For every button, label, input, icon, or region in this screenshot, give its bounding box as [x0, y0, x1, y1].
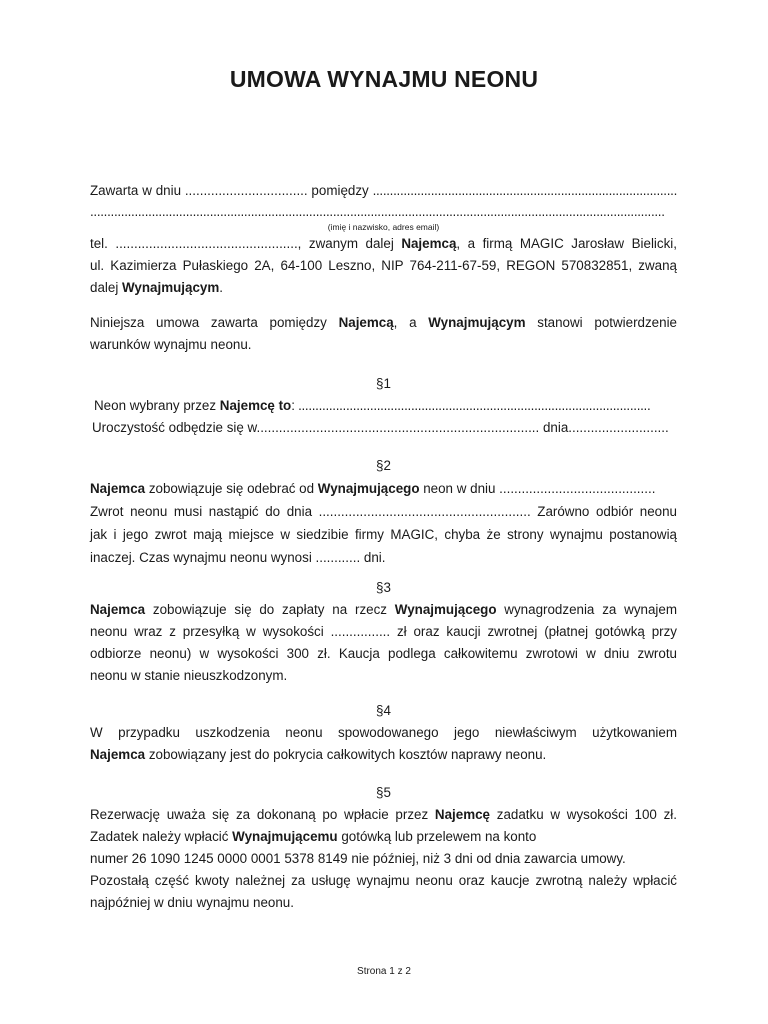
section-2-line-2: Zwrot neonu musi nastąpić do dnia ......................................................... Zarówno odbiór neonu [90, 504, 677, 519]
section-5-heading: §5 [376, 785, 391, 800]
section-3-line-1: Najemca zobowiązuje się do zapłaty na rzecz Wynajmującego wynagrodzenia za wynajem [90, 602, 677, 617]
intro-line-4: ul. Kazimierza Pułaskiego 2A, 64-100 Leszno, NIP 764-211-67-59, REGON 570832851, zwaną [90, 258, 677, 273]
section-4-line-1: W przypadku uszkodzenia neonu spowodowanego jego niewłaściwym użytkowaniem [90, 725, 677, 740]
section-2-heading: §2 [376, 458, 391, 473]
preamble-line-2: warunków wynajmu neonu. [90, 337, 252, 352]
intro-line-1: Zawarta w dniu ................................. pomiędzy ......................................................................................... [90, 183, 677, 198]
section-5-line-2: Zadatek należy wpłacić Wynajmującemu gotówką lub przelewem na konto [90, 829, 537, 844]
intro-section [90, 180, 677, 299]
intro-line-3: tel. ................................................., zwanym dalej Najemcą, a firmą MAGIC Jarosław Bielicki, [90, 236, 677, 251]
section-3-line-4: neonu w stanie nieuszkodzonym. [90, 668, 288, 683]
section-3-line-2: neonu wraz z przesyłką w wysokości ................ zł oraz kaucji zwrotnej (płatnej gotówką przy [90, 624, 677, 639]
section-2 [90, 455, 677, 569]
section-4-heading: §4 [376, 703, 391, 718]
section-5-line-5: najpóźniej w dniu wynajmu neonu. [90, 895, 294, 910]
document-title: UMOWA WYNAJMU NEONU [229, 66, 539, 92]
section-2-line-3: jak i jego zwrot mają miejsce w siedzibie firmy MAGIC, chyba że strony wynajmu postanowią [90, 527, 677, 542]
preamble-line-1: Niniejsza umowa zawarta pomiędzy Najemcą, a Wynajmującym stanowi potwierdzenie [90, 315, 677, 330]
section-5-line-3: numer 26 1090 1245 0000 0001 5378 8149 nie później, niż 3 dni od dnia zawarcia umowy. [90, 851, 626, 866]
intro-line-5: dalej Wynajmującym. [90, 280, 223, 295]
section-4-line-2: Najemca zobowiązany jest do pokrycia całkowitych kosztów naprawy neonu. [90, 747, 547, 762]
section-1-line-2: Uroczystość odbędzie się w............................................................................ dnia........................... [92, 420, 669, 435]
page-footer: Strona 1 z 2 [357, 966, 411, 977]
section-3-line-3: odbiorze neonu) w wysokości 300 zł. Kaucja podlega całkowitemu zwrotowi w dniu zwrotu [90, 646, 677, 661]
section-3 [90, 577, 677, 687]
intro-line-2: ........................................................................................................................................................................ [90, 204, 665, 219]
section-5 [90, 782, 677, 914]
intro-caption: (imię i nazwisko, adres email) [327, 222, 440, 232]
section-1 [90, 373, 677, 439]
section-2-line-4: inaczej. Czas wynajmu neonu wynosi ............ dni. [90, 550, 386, 565]
section-4 [90, 700, 677, 766]
section-1-line-1: Neon wybrany przez Najemcę to: ....................................................................................................... [94, 398, 651, 413]
section-2-line-1: Najemca zobowiązuje się odebrać od Wynajmującego neon w dniu .......................................... [90, 481, 656, 496]
section-3-heading: §3 [376, 580, 391, 595]
preamble-section [90, 312, 677, 356]
section-5-line-4: Pozostałą część kwoty należnej za usługę wynajmu neonu oraz kaucje zwrotną należy wpłacić [90, 873, 677, 888]
section-1-heading: §1 [376, 376, 391, 391]
section-5-line-1: Rezerwację uważa się za dokonaną po wpłacie przez Najemcę zadatku w wysokości 100 zł. [90, 807, 678, 822]
